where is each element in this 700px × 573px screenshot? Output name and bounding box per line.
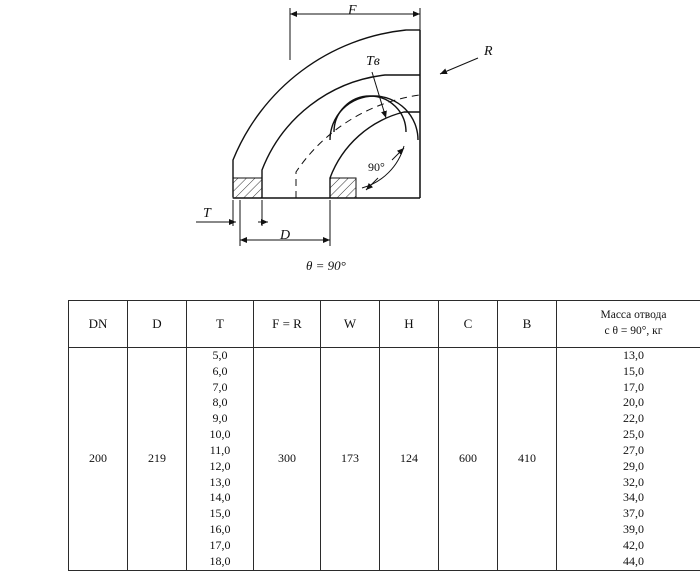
mass-value-10: 37,0 [623, 506, 644, 521]
wall-thickness-value-9: 14,0 [209, 490, 231, 505]
spec-table-body [69, 348, 700, 571]
wall-thickness-value-8: 13,0 [209, 474, 231, 489]
wall-thickness-value-11: 16,0 [209, 522, 231, 537]
wall-thickness-value-5: 10,0 [209, 427, 231, 442]
cell-b: 410 [498, 348, 557, 571]
mass-value-0: 13,0 [623, 348, 644, 362]
wall-thickness-value-4: 9,0 [212, 411, 228, 426]
header-dn: DN [69, 301, 128, 348]
header-t: T [187, 301, 254, 348]
cell-mass-list [557, 348, 700, 571]
cell-t-list [187, 348, 254, 571]
header-c: C [439, 301, 498, 348]
cell-d: 219 [128, 348, 187, 571]
r-leader [440, 58, 478, 74]
label-tv: Tв [366, 54, 380, 69]
wall-thickness-value-10: 15,0 [209, 506, 231, 521]
label-r: R [484, 44, 493, 59]
label-angle: 90° [368, 160, 385, 174]
header-h: H [380, 301, 439, 348]
cell-f-r: 300 [254, 348, 321, 571]
wall-thickness-value-6: 11,0 [209, 442, 231, 457]
wall-thickness-value-2: 7,0 [212, 379, 228, 394]
wall-thickness-value-0: 5,0 [212, 348, 228, 362]
mass-value-9: 34,0 [623, 490, 644, 505]
mass-value-4: 22,0 [623, 411, 644, 426]
mass-value-12: 42,0 [623, 537, 644, 552]
label-d: D [280, 228, 291, 243]
mass-value-1: 15,0 [623, 363, 644, 378]
centerline-arc [296, 95, 420, 198]
label-t: T [203, 206, 211, 221]
mass-value-5: 25,0 [623, 427, 644, 442]
mass-value-7: 29,0 [623, 458, 644, 473]
header-mass-line2: с θ = 90°, кг [604, 325, 663, 337]
header-f-r: F = R [254, 301, 321, 348]
wall-thickness-value-1: 6,0 [212, 363, 228, 378]
elbow-body [233, 30, 420, 198]
header-mass [557, 301, 700, 348]
mass-value-6: 27,0 [623, 442, 644, 457]
table-row [69, 348, 700, 571]
mass-value-11: 39,0 [623, 522, 644, 537]
spec-table [68, 300, 700, 571]
cell-h: 124 [380, 348, 439, 571]
label-f: F [348, 3, 357, 18]
header-d: D [128, 301, 187, 348]
mass-value-2: 17,0 [623, 379, 644, 394]
wall-thickness-value-12: 17,0 [209, 537, 231, 552]
wall-thickness-value-7: 12,0 [209, 458, 231, 473]
cell-w: 173 [321, 348, 380, 571]
header-mass-line1: Масса отвода [600, 309, 667, 322]
drawing-caption: θ = 90° [306, 258, 346, 273]
wall-section-hatching [233, 178, 356, 198]
mass-value-3: 20,0 [623, 395, 644, 410]
header-b: B [498, 301, 557, 348]
spec-table-wrapper [68, 300, 667, 571]
mass-value-13: 44,0 [623, 553, 644, 568]
cell-dn: 200 [69, 348, 128, 571]
cell-c: 600 [439, 348, 498, 571]
table-header-row [69, 301, 700, 348]
tv-leader [372, 72, 386, 118]
wall-thickness-value-13: 18,0 [209, 553, 231, 568]
mass-value-8: 32,0 [623, 474, 644, 489]
wall-thickness-value-3: 8,0 [212, 395, 228, 410]
header-w: W [321, 301, 380, 348]
spec-table-head [69, 301, 700, 348]
